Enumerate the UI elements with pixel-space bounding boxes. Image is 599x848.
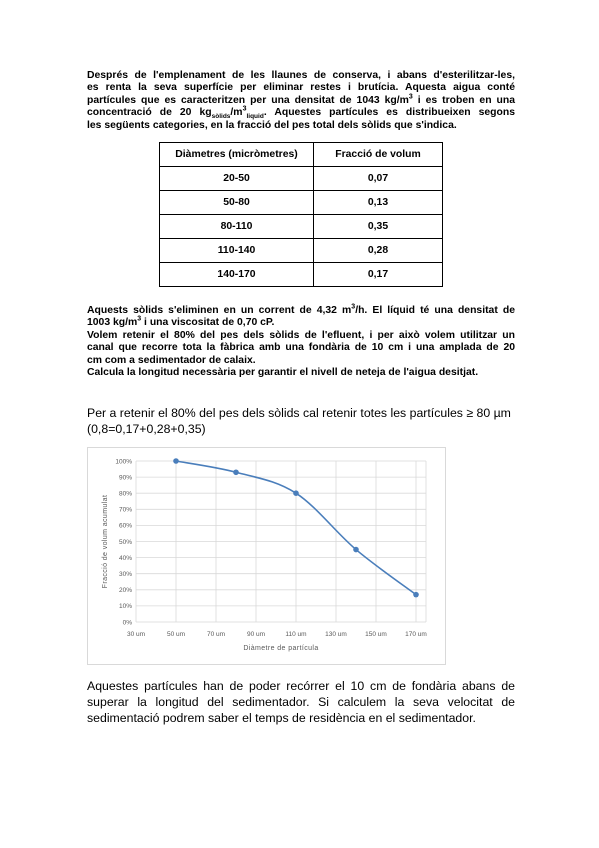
answer-line: (0,8=0,17+0,28+0,35) <box>87 422 206 436</box>
x-tick-label: 110 um <box>285 631 307 638</box>
answer-line: Per a retenir el 80% del pes dels sòlids cal retenir totes les partícules ≥ 80 µm <box>87 406 511 420</box>
data-point <box>353 547 359 553</box>
fraction-cell: 0,07 <box>314 167 443 191</box>
problem-line: Després de l'emplenament de les llaunes de conserva, i abans d'esterilitzar-les, <box>87 70 515 81</box>
column-header-diameter: Diàmetres (micròmetres) <box>160 143 314 167</box>
y-tick-label: 90% <box>118 474 132 482</box>
data-point <box>233 469 239 475</box>
problem-line: canal que recorre tota la fàbrica amb una fondària de 10 cm i una amplada de 20 <box>87 342 515 354</box>
x-tick-label: 90 um <box>246 631 266 638</box>
x-tick-label: 170 um <box>405 631 427 638</box>
y-tick-label: 60% <box>118 522 132 530</box>
y-tick-label: 0% <box>122 619 132 627</box>
diameter-cell: 80-110 <box>160 215 314 239</box>
x-tick-label: 70 um <box>206 631 226 638</box>
problem-line: Aquests sòlids s'eliminen en un corrent de 4,32 $m^3/h$. El líquid té una densitat de <box>87 303 515 316</box>
table-row <box>160 167 443 191</box>
diameter-cell: 140-170 <box>160 263 314 287</box>
y-tick-label: 100% <box>115 458 132 466</box>
data-point <box>173 458 179 464</box>
y-tick-label: 20% <box>118 587 132 595</box>
x-tick-label: 30 um <box>126 631 146 638</box>
answer-intro <box>87 405 515 437</box>
problem-paragraph-2 <box>87 305 515 379</box>
data-point <box>413 592 419 598</box>
answer-line: Aquestes partícules han de poder recórrer el 10 cm de fondària abans de <box>87 679 515 693</box>
data-point <box>293 490 299 496</box>
table-row <box>160 215 443 239</box>
diameter-cell: 110-140 <box>160 239 314 263</box>
problem-line: Volem retenir el 80% del pes dels sòlids de l'efluent, i per això volem utilitzar un <box>87 329 515 341</box>
x-tick-label: 130 um <box>325 631 347 638</box>
y-tick-label: 10% <box>118 603 132 611</box>
problem-line: partícules que es caracteritzen per una densitat de 1043 $kg/m^3$ i es troben en una <box>87 93 515 106</box>
fraction-cell: 0,35 <box>314 215 443 239</box>
problem-line: cm com a sedimentador de calaix. <box>87 354 256 366</box>
diameter-cell: 20-50 <box>160 167 314 191</box>
y-tick-label: 80% <box>118 490 132 498</box>
particle-category-table <box>159 142 443 287</box>
problem-line: les següents categories, en la fracció del pes total dels sòlids que s'indica. <box>87 119 457 131</box>
x-tick-label: 50 um <box>166 631 186 638</box>
x-tick-label: 150 um <box>365 631 387 638</box>
y-tick-label: 30% <box>118 571 132 578</box>
cumulative-fraction-chart <box>87 447 446 665</box>
answer-line: sedimentació podrem saber el temps de residència en el sedimentador. <box>87 711 476 725</box>
fraction-cell: 0,13 <box>314 191 443 215</box>
x-axis-label: Diàmetre de partícula <box>243 645 319 652</box>
problem-line: 1003 $kg/m^3$ i una viscositat de 0,70 cP. <box>87 315 275 329</box>
problem-paragraph-1 <box>87 70 515 132</box>
problem-line: es renta la seva superfície per eliminar restes i brutícia. Aquesta aigua conté <box>87 82 515 94</box>
table-row <box>160 191 443 215</box>
problem-line: Calcula la longitud necessària per garantir el nivell de neteja de l'aigua desitjat. <box>87 367 479 379</box>
y-tick-label: 50% <box>118 538 132 546</box>
y-tick-label: 40% <box>118 554 132 562</box>
table-row <box>160 263 443 287</box>
y-tick-label: 70% <box>118 506 132 514</box>
column-header-fraction: Fracció de volum <box>314 143 443 167</box>
answer-paragraph <box>87 678 515 726</box>
fraction-cell: 0,28 <box>314 239 443 263</box>
diameter-cell: 50-80 <box>160 191 314 215</box>
y-axis-label: Fracció de volum acumulat <box>102 494 109 589</box>
answer-line: superar la longitud del sedimentador. Si calculem la seva velocitat de <box>87 695 515 709</box>
fraction-cell: 0,17 <box>314 263 443 287</box>
table-header-row <box>160 143 443 167</box>
problem-line: concentració de 20 $kg_{sòlids}/m^3_{liquid}$. Aquestes partícules es distribueixen segons <box>87 105 515 121</box>
table-row <box>160 239 443 263</box>
chart-canvas <box>88 448 447 666</box>
